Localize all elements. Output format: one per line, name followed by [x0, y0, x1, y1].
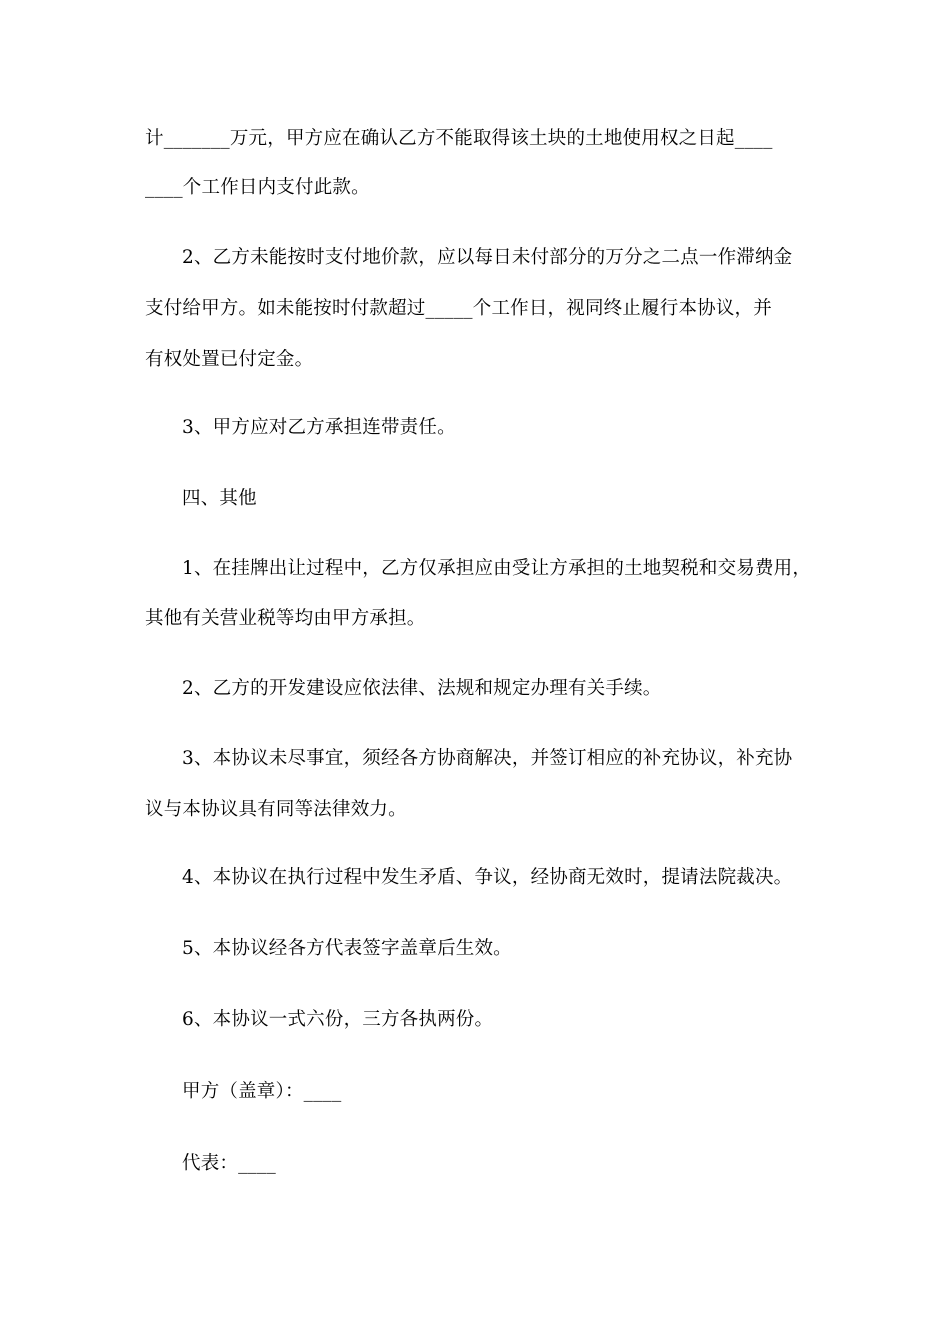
paragraph-line: 其他有关营业税等均由甲方承担。: [145, 608, 426, 629]
clause-line: 2、乙方未能按时支付地价款，应以每日未付部分的万分之二点一作滞纳金: [182, 247, 793, 268]
paragraph-line: 议与本协议具有同等法律效力。: [145, 799, 407, 820]
signature-line-party-a: 甲方（盖章）：____: [182, 1081, 342, 1102]
paragraph-line: 支付给甲方。如未能按时付款超过_____个工作日，视同终止履行本协议，并: [145, 298, 772, 319]
clause-line: 3、甲方应对乙方承担连带责任。: [182, 417, 456, 438]
clause-line: 5、本协议经各方代表签字盖章后生效。: [182, 938, 512, 959]
clause-line: 2、乙方的开发建设应依法律、法规和规定办理有关手续。: [182, 678, 662, 699]
signature-line-representative: 代表：____: [182, 1153, 276, 1174]
paragraph-line: 有权处置已付定金。: [145, 349, 314, 370]
clause-line: 4、本协议在执行过程中发生矛盾、争议，经协商无效时，提请法院裁决。: [182, 867, 793, 888]
clause-line: 3、本协议未尽事宜，须经各方协商解决，并签订相应的补充协议，补充协: [182, 748, 793, 769]
clause-line: 6、本协议一式六份，三方各执两份。: [182, 1009, 494, 1030]
paragraph-line: ____个工作日内支付此款。: [145, 177, 370, 198]
clause-line: 1、在挂牌出让过程中，乙方仅承担应由受让方承担的土地契税和交易费用，: [182, 558, 812, 579]
section-heading: 四、其他: [182, 488, 257, 509]
paragraph-line: 计_______万元，甲方应在确认乙方不能取得该土块的土地使用权之日起____: [145, 128, 773, 149]
